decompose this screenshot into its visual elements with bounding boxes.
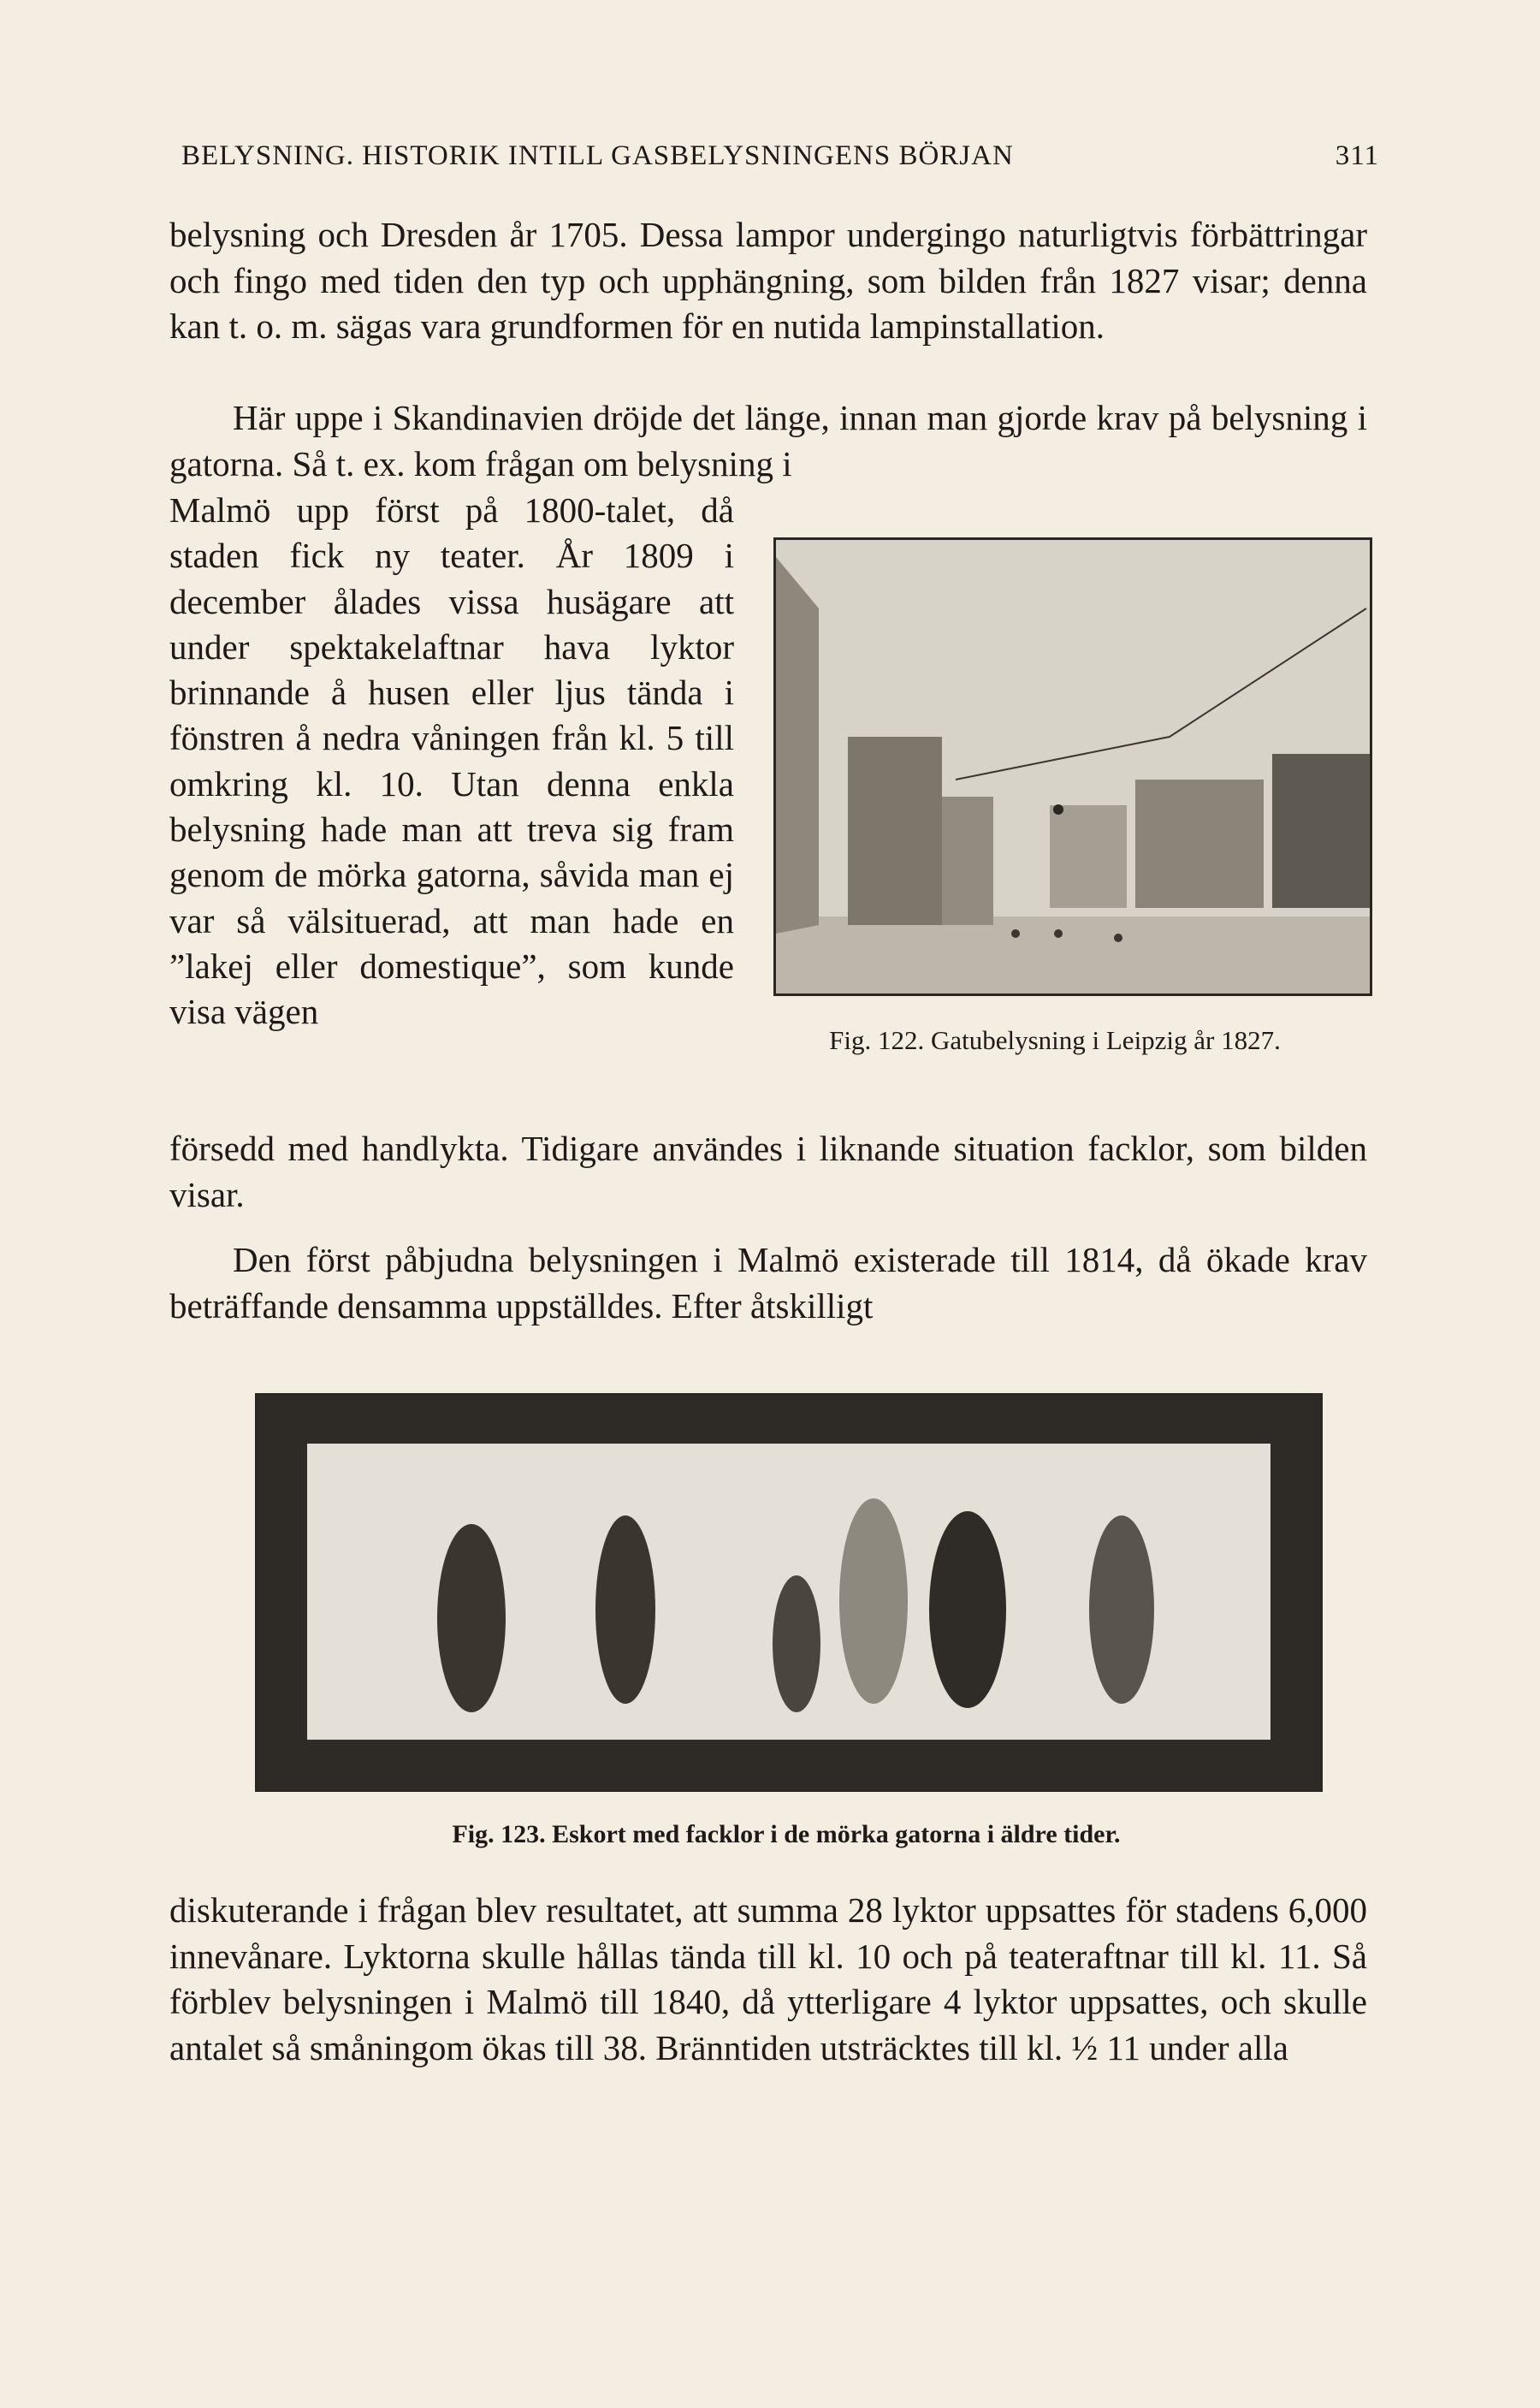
paragraph-1: belysning och Dresden år 1705. Dessa lampor undergingo naturligtvis förbättringar och fingo med tiden den typ och upphängning, som bilden från 1827 visar; denna kan t. o. m. sägas vara grundformen för en nutida lampinstallation. bbox=[169, 215, 1367, 346]
paragraph-2: Här uppe i Skandinavien dröjde det länge, innan man gjorde krav på belysning i gatorna. Så t. ex. kom frågan om belysning i bbox=[169, 398, 1367, 483]
page-number: 311 bbox=[1335, 140, 1379, 171]
street-scene-illustration bbox=[776, 540, 1370, 993]
figure-122-street-lighting-image bbox=[773, 537, 1372, 996]
figure-123-torch-escort-image bbox=[255, 1393, 1323, 1792]
paragraph-2-continued: försedd med handlykta. Tidigare användes i liknande situation facklor, som bilden visar. bbox=[169, 1129, 1367, 1214]
paragraph-3: Den först påbjudna belysningen i Malmö existerade till 1814, då ökade krav beträffande densamma uppställdes. Efter åtskilligt bbox=[169, 1240, 1367, 1326]
running-title: BELYSNING. HISTORIK INTILL GASBELYSNINGENS BÖRJAN bbox=[181, 140, 1014, 171]
figure-123-caption: Fig. 123. Eskort med facklor i de mörka gatorna i äldre tider. bbox=[452, 1820, 1121, 1848]
torch-escort-illustration bbox=[258, 1396, 1320, 1789]
running-header bbox=[181, 140, 1379, 172]
paragraph-4: diskuterande i frågan blev resultatet, att summa 28 lyktor uppsattes för stadens 6,000 innevånare. Lyktorna skulle hållas tända till kl. 10 och på teateraftnar till kl. 11. Så förblev belysningen i Malmö till 1840, då ytterligare 4 lyktor uppsattes, och skulle antalet så småningom ökas till 38. Bränntiden utsträcktes till kl. ½ 11 under alla bbox=[169, 1890, 1367, 2067]
paragraph-2-narrow: Malmö upp först på 1800-talet, då staden fick ny teater. År 1809 i december ålades vissa husägare att under spektakelaftnar hava lyktor brinnande å husen eller ljus tända i fönstren å nedra våningen från kl. 5 till omkring kl. 10. Utan denna enkla belysning hade man att treva sig fram genom de mörka gatorna, såvida man ej var så välsituerad, att man hade en ”lakej eller domestique”, som kunde visa vägen bbox=[169, 490, 734, 1032]
figure-122-caption: Fig. 122. Gatubelysning i Leipzig år 1827. bbox=[829, 1025, 1281, 1055]
